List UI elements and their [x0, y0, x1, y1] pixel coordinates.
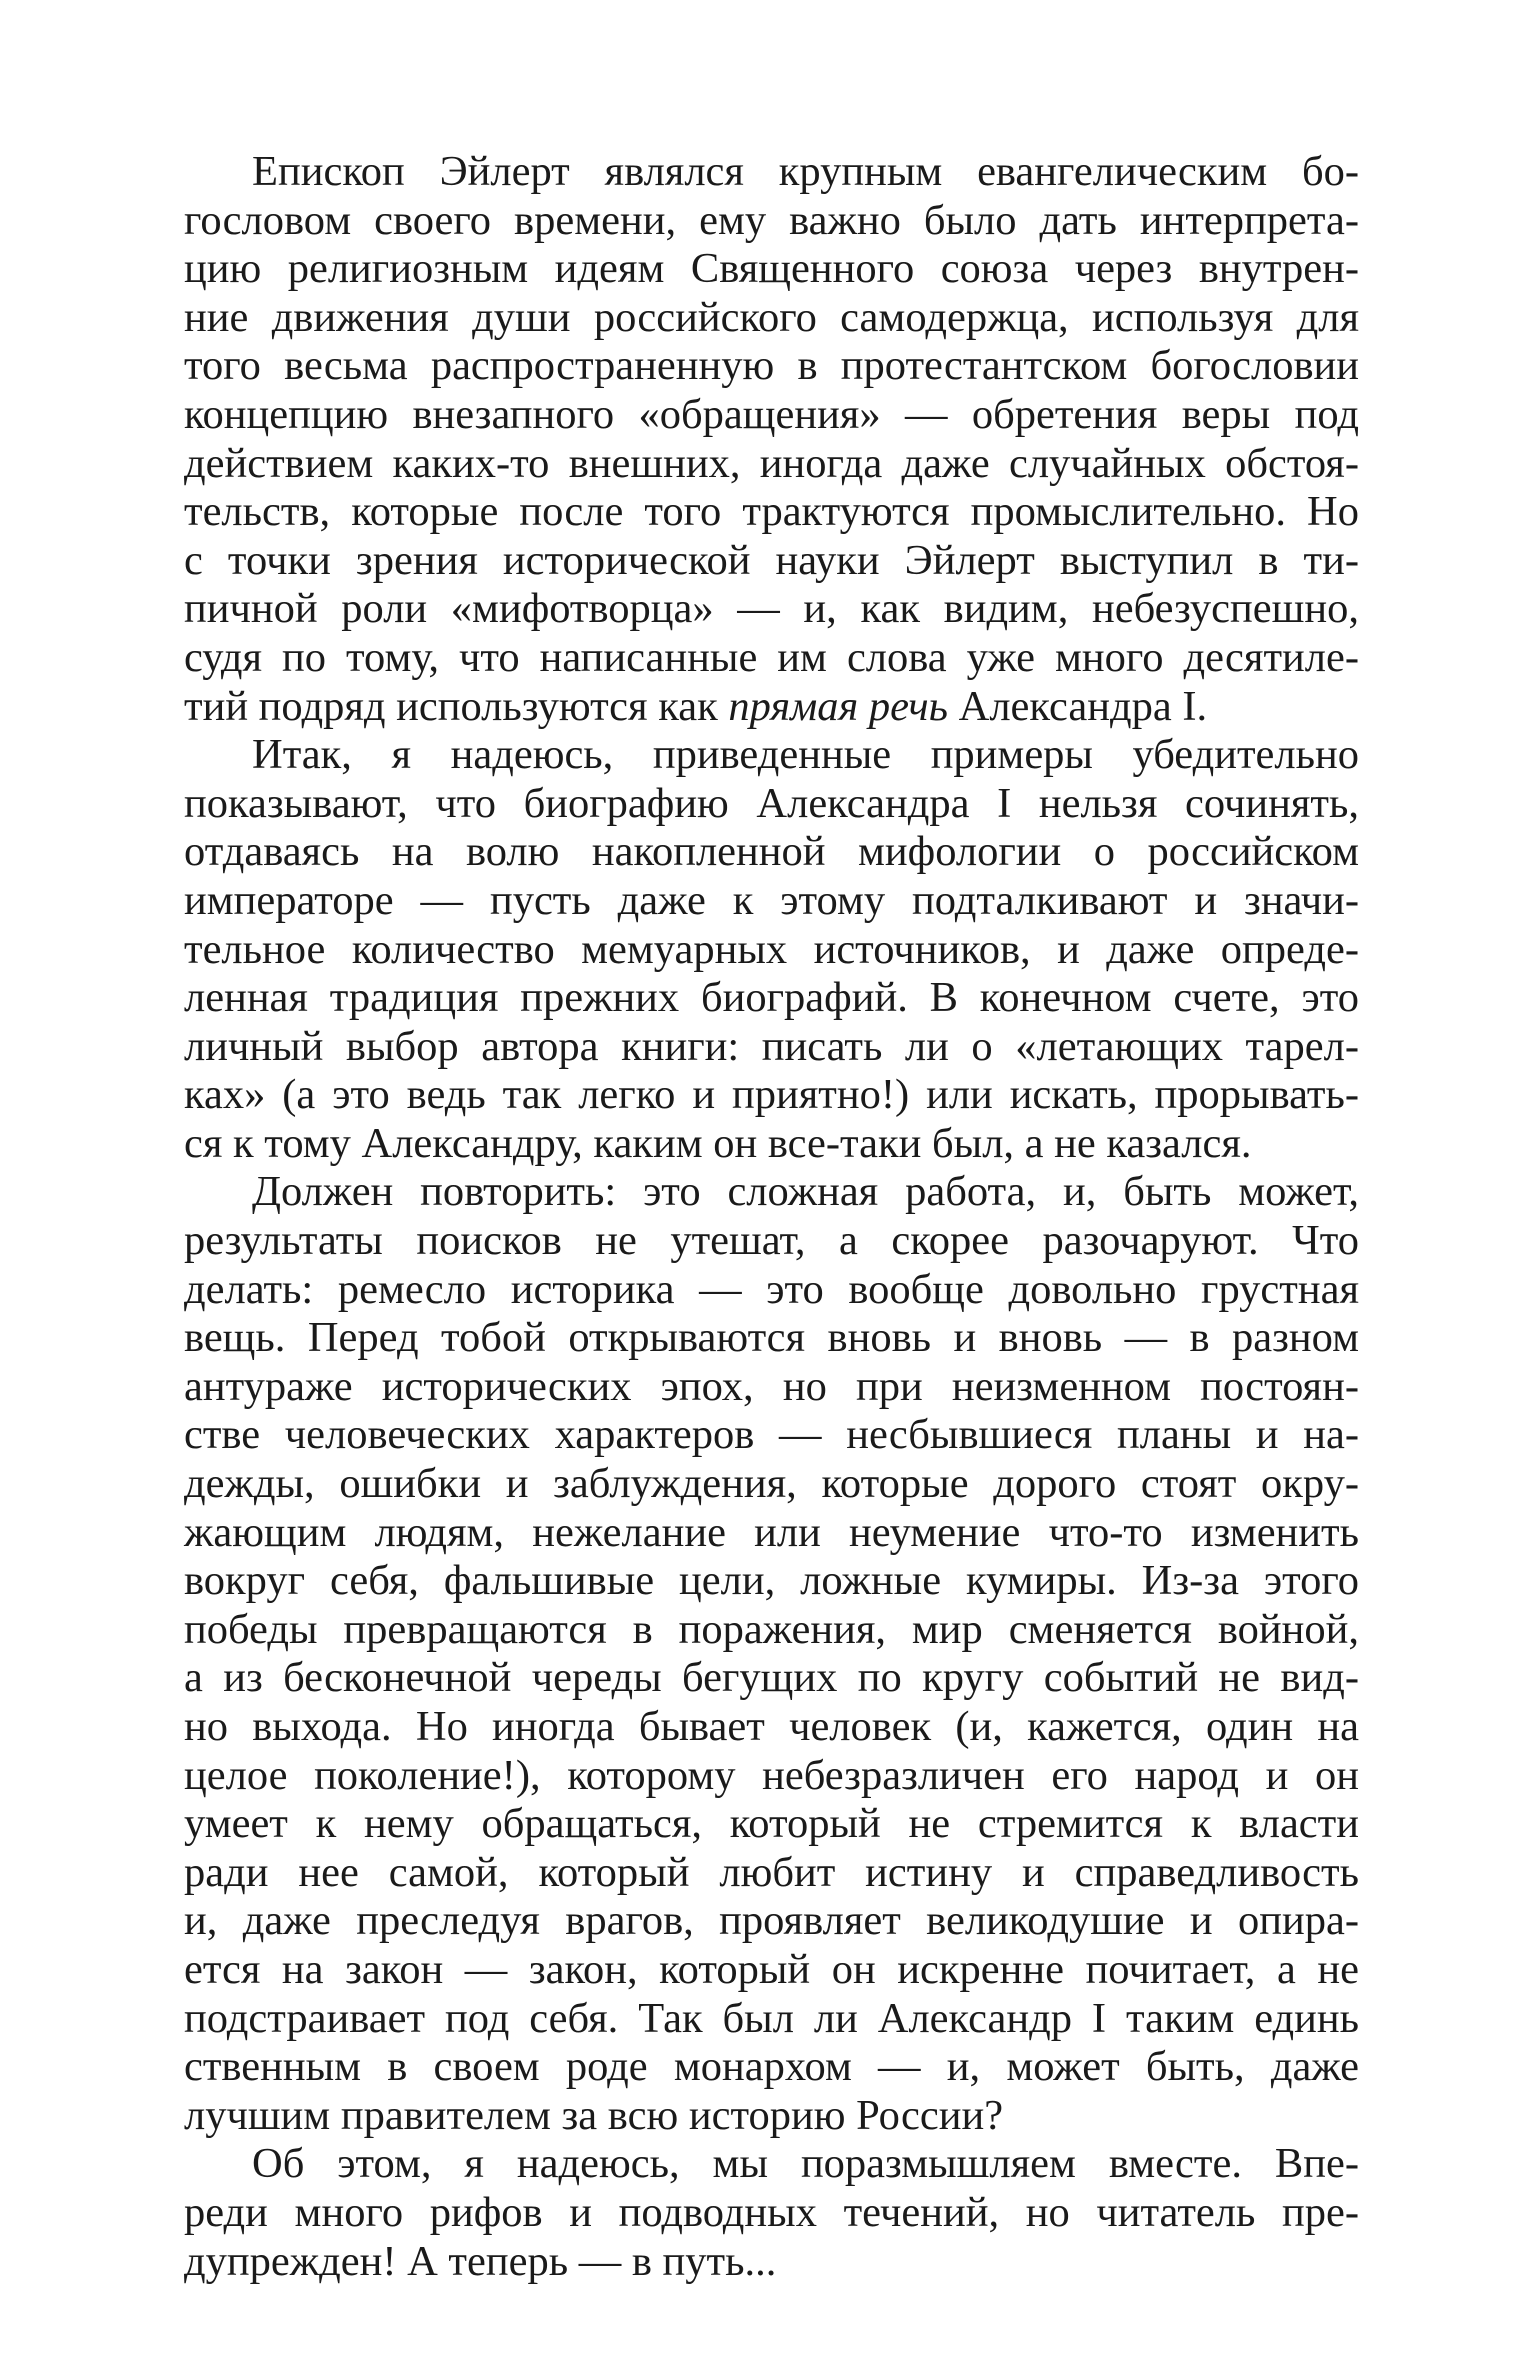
- text-line: с точки зрения исторической науки Эйлерт выступил в ти-: [184, 536, 1359, 584]
- text-line: реди много рифов и подводных течений, но читатель пре-: [184, 2188, 1359, 2236]
- text-line: тельств, которые после того трактуются промыслительно. Но: [184, 488, 1359, 536]
- text-line: тельное количество мемуарных источников, и даже опреде-: [184, 925, 1359, 973]
- text-line: целое поколение!), которому небезразличен его народ и он: [184, 1751, 1359, 1799]
- text-run: Александра I.: [948, 682, 1208, 730]
- text-line: гословом своего времени, ему важно было дать интерпрета-: [184, 196, 1359, 244]
- text-line: и, даже преследуя врагов, проявляет великодушие и опира-: [184, 1897, 1359, 1945]
- text-line: пичной роли «мифотворца» — и, как видим, небезуспешно,: [184, 585, 1359, 633]
- paragraph-1: [184, 148, 1359, 731]
- text-line: показывают, что биографию Александра I нельзя сочинять,: [184, 779, 1359, 827]
- text-line: Об этом, я надеюсь, мы поразмышляем вместе. Впе-: [252, 2140, 1359, 2188]
- text-line: ленная традиция прежних биографий. В конечном счете, это: [184, 974, 1359, 1022]
- text-line: ется на закон — закон, который он искренне почитает, а не: [184, 1945, 1359, 1993]
- text-line: победы превращаются в поражения, мир сменяется войной,: [184, 1605, 1359, 1653]
- text-line: ках» (а это ведь так легко и приятно!) или искать, прорывать-: [184, 1071, 1359, 1119]
- text-line: Итак, я надеюсь, приведенные примеры убедительно: [252, 731, 1359, 779]
- text-line: лучшим правителем за всю историю России?: [184, 2091, 1004, 2139]
- text-line: личный выбор автора книги: писать ли о «летающих тарел-: [184, 1022, 1359, 1070]
- text-line: того весьма распространенную в протестантском богословии: [184, 342, 1359, 390]
- text-line: подстраивает под себя. Так был ли Александр I таким единь: [184, 1994, 1359, 2042]
- text-run: тий подряд используются как: [184, 682, 729, 730]
- text-line: судя по тому, что написанные им слова уже много десятиле-: [184, 633, 1359, 681]
- text-line: ние движения души российского самодержца, используя для: [184, 293, 1359, 341]
- text-line: делать: ремесло историка — это вообще довольно грустная: [184, 1265, 1359, 1313]
- text-line: вещь. Перед тобой открываются вновь и вновь — в разном: [184, 1314, 1359, 1362]
- paragraph-4: [184, 2140, 1359, 2286]
- text-line: жающим людям, нежелание или неумение что-то изменить: [184, 1508, 1359, 1556]
- italic-phrase: прямая речь: [728, 682, 948, 730]
- text-line: вокруг себя, фальшивые цели, ложные кумиры. Из-за этого: [184, 1557, 1359, 1605]
- text-line: а из бесконечной череды бегущих по кругу событий не вид-: [184, 1654, 1359, 1702]
- text-line: цию религиозным идеям Священного союза через внутрен-: [184, 245, 1359, 293]
- text-line: ся к тому Александру, каким он все-таки был, а не казался.: [184, 1119, 1252, 1167]
- text-line: но выхода. Но иногда бывает человек (и, кажется, один на: [184, 1703, 1359, 1750]
- text-line: стве человеческих характеров — несбывшиеся планы и на-: [184, 1411, 1359, 1459]
- text-line: Епископ Эйлерт являлся крупным евангелическим бо-: [252, 148, 1359, 195]
- text-line: отдаваясь на волю накопленной мифологии о российском: [184, 828, 1359, 876]
- text-line: дупрежден! А теперь — в путь...: [184, 2237, 777, 2285]
- text-line: ради нее самой, который любит истину и справедливость: [184, 1848, 1359, 1896]
- text-line: ственным в своем роде монархом — и, может быть, даже: [184, 2043, 1359, 2091]
- text-line: императоре — пусть даже к этому подталкивают и значи-: [184, 876, 1359, 924]
- text-line: умеет к нему обращаться, который не стремится к власти: [184, 1800, 1359, 1848]
- text-line: [184, 683, 1359, 732]
- text-line: действием каких-то внешних, иногда даже случайных обстоя-: [184, 439, 1359, 487]
- text-line: Должен повторить: это сложная работа, и, быть может,: [252, 1168, 1359, 1216]
- text-line: антураже исторических эпох, но при неизменном постоян-: [184, 1362, 1359, 1410]
- book-page: [184, 148, 1359, 2286]
- text-line: результаты поисков не утешат, а скорее разочаруют. Что: [184, 1217, 1359, 1265]
- text-line: дежды, ошибки и заблуждения, которые дорого стоят окру-: [184, 1460, 1359, 1508]
- paragraph-3: [184, 1168, 1359, 2140]
- text-line: концепцию внезапного «обращения» — обретения веры под: [184, 390, 1359, 438]
- paragraph-2: [184, 731, 1359, 1168]
